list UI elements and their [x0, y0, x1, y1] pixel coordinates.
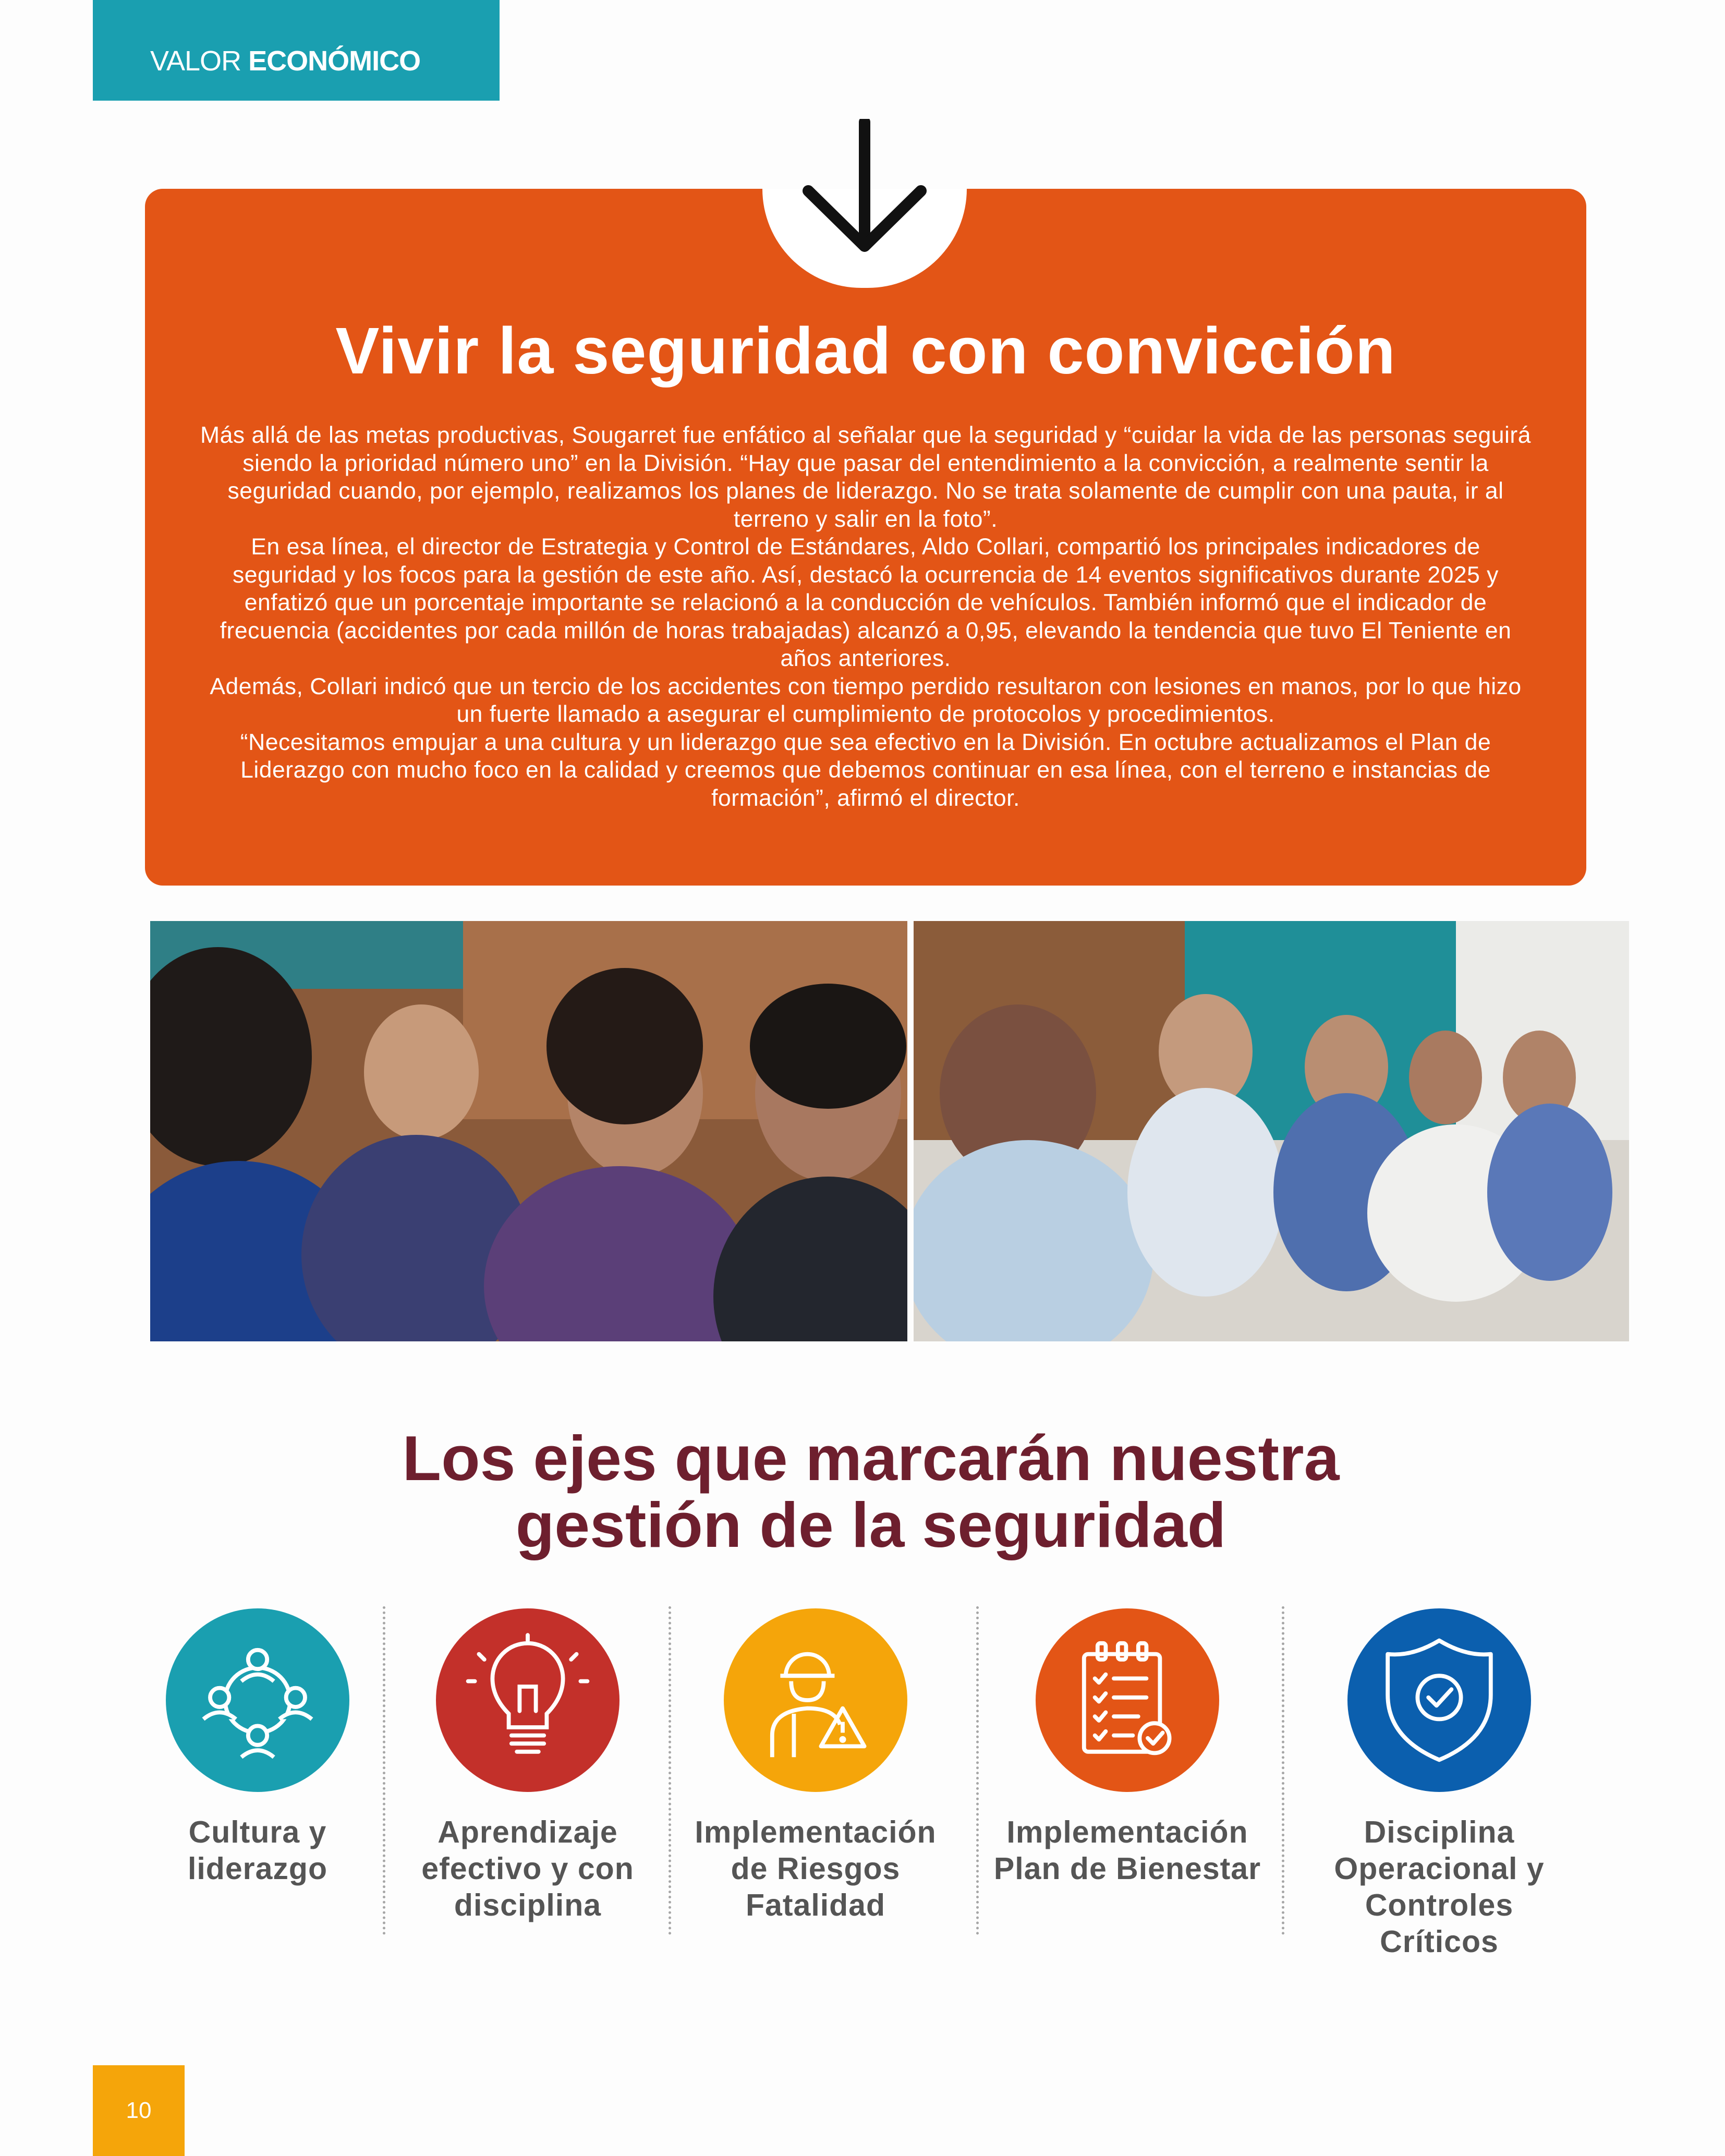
divider	[383, 1606, 385, 1935]
axis-item-bienestar	[992, 1608, 1263, 1887]
axes-title-line2: gestión de la seguridad	[515, 1489, 1226, 1560]
axis-item-cultura	[122, 1608, 393, 1887]
feature-paragraph: Más allá de las metas productivas, Sougarret fue enfático al señalar que la seguridad y “cuidar la vida de las personas seguirá siendo la prioridad número uno” en la División. “Hay que pasar del entendimiento a la convicción, a realmente sentir la seguridad cuando, por ejemplo, realizamos los planes de liderazgo. No se trata solamente de cumplir con una pauta, ir al terreno y salir en la foto”.	[200, 422, 1531, 532]
section-label-bold: ECONÓMICO	[248, 45, 421, 77]
feature-paragraph: Además, Collari indicó que un tercio de los accidentes con tiempo perdido resultaron con lesiones en manos, por lo que hizo un fuerte llamado a asegurar el cumplimiento de protocolos y procedimientos.	[210, 673, 1522, 727]
axis-item-disciplina	[1304, 1608, 1575, 1960]
axis-label: Aprendizaje efectivo y con disciplina	[421, 1815, 634, 1922]
section-header-tab	[93, 0, 500, 101]
axis-label: Cultura y liderazgo	[188, 1815, 327, 1886]
axis-label: Implementación de Riesgos Fatalidad	[695, 1815, 937, 1922]
people-network-icon	[190, 1632, 325, 1768]
feature-title: Vivir la seguridad con convicción	[335, 314, 1396, 387]
axes-title-line1: Los ejes que marcarán nuestra	[402, 1423, 1340, 1494]
section-label-light: VALOR	[150, 45, 249, 77]
lightbulb-icon	[460, 1632, 596, 1768]
audience-photo-left	[150, 921, 907, 1341]
axis-circle	[1347, 1608, 1531, 1792]
checklist-icon	[1060, 1632, 1195, 1768]
page-number: 10	[93, 2065, 185, 2156]
feature-body	[198, 421, 1533, 812]
divider	[1282, 1606, 1284, 1935]
axis-item-riesgos	[680, 1608, 951, 1923]
divider	[669, 1606, 671, 1935]
section-label	[150, 45, 420, 77]
axis-circle	[724, 1608, 907, 1792]
axis-circle	[436, 1608, 619, 1792]
axis-circle	[1036, 1608, 1219, 1792]
axis-label: Implementación Plan de Bienestar	[993, 1815, 1261, 1886]
feature-paragraph: En esa línea, el director de Estrategia y Control de Estándares, Aldo Collari, compartió los principales indicadores de seguridad y los focos para la gestión de este año. Así, destacó la ocurrencia de 14 eventos significativos durante 2025 y enfatizó que un porcentaje importante se relacionó a la conducción de vehículos. También informó que el indicador de frecuencia (accidentes por cada millón de horas trabajadas) alcanzó a 0,95, elevando la tendencia que tuvo El Teniente en años anteriores.	[220, 534, 1512, 671]
feature-paragraph: “Necesitamos empujar a una cultura y un liderazgo que sea efectivo en la División. En octubre actualizamos el Plan de Liderazgo con mucho foco en la calidad y creemos que debemos continuar en esa línea, con el terreno e instancias de formación”, afirmó el director.	[240, 729, 1491, 811]
audience-photo-right	[914, 921, 1629, 1341]
axis-label: Disciplina Operacional y Controles Críticos	[1334, 1815, 1545, 1959]
axis-item-aprendizaje	[392, 1608, 663, 1923]
shield-check-icon	[1371, 1632, 1507, 1768]
axes-section-title	[209, 1425, 1533, 1558]
worker-warning-icon	[748, 1632, 883, 1768]
divider	[976, 1606, 979, 1935]
arrow-down-icon	[799, 119, 930, 255]
axis-circle	[166, 1608, 349, 1792]
